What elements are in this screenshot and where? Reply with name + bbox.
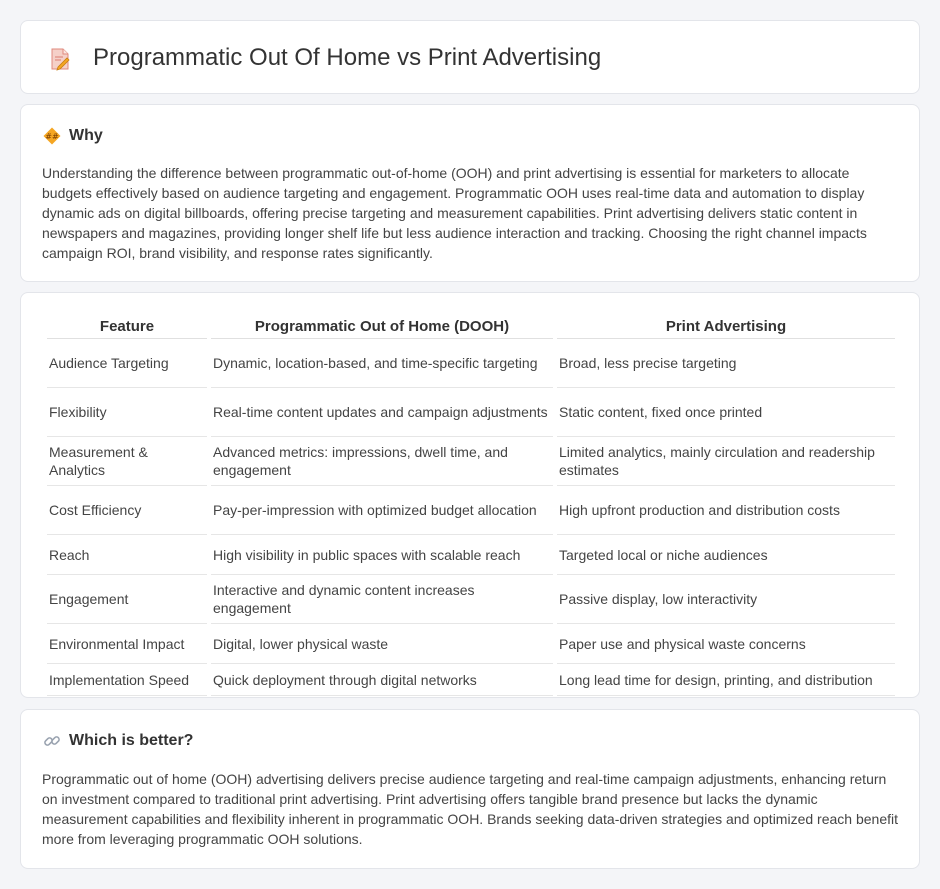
table-row [47, 664, 895, 696]
table-cell: Reach [47, 535, 207, 575]
better-title: Which is better? [69, 732, 194, 749]
table-cell: Pay-per-impression with optimized budget allocation [211, 486, 553, 535]
column-header: Programmatic Out of Home (DOOH) [211, 315, 553, 339]
page-title: Programmatic Out Of Home vs Print Advertising [93, 44, 602, 71]
table-cell: Limited analytics, mainly circulation and readership estimates [557, 437, 895, 486]
which-is-better-section [20, 709, 920, 869]
table-header-row [47, 315, 895, 339]
diamond-badge-icon [43, 127, 61, 145]
table-row [47, 535, 895, 575]
table-row [47, 486, 895, 535]
table-cell: Implementation Speed [47, 664, 207, 696]
table-cell: Dynamic, location-based, and time-specific targeting [211, 339, 553, 388]
table-cell: Engagement [47, 575, 207, 624]
why-heading [43, 127, 103, 145]
table-cell: High visibility in public spaces with scalable reach [211, 535, 553, 575]
table-cell: Digital, lower physical waste [211, 624, 553, 664]
table-cell: Paper use and physical waste concerns [557, 624, 895, 664]
why-section [20, 104, 920, 282]
better-heading [43, 732, 193, 750]
table-cell: Real-time content updates and campaign adjustments [211, 388, 553, 437]
table-cell: Environmental Impact [47, 624, 207, 664]
comparison-table-card [20, 292, 920, 698]
table-cell: Measurement & Analytics [47, 437, 207, 486]
better-body: Programmatic out of home (OOH) advertising delivers precise audience targeting and real-time campaign adjustments, enhancing return on investment compared to traditional print advertising. Print advertising offers tangible brand presence but lacks the dynamic measurement capabilities and flexibility inherent in programmatic OOH. Brands seeking data-driven strategies and optimized reach benefit more from leveraging programmatic OOH solutions. [42, 771, 898, 847]
table-cell: Audience Targeting [47, 339, 207, 388]
table-cell: Static content, fixed once printed [557, 388, 895, 437]
table-cell: Passive display, low interactivity [557, 575, 895, 624]
table-cell: Flexibility [47, 388, 207, 437]
link-icon [43, 732, 61, 750]
table-cell: Advanced metrics: impressions, dwell time, and engagement [211, 437, 553, 486]
table-cell: Long lead time for design, printing, and distribution [557, 664, 895, 696]
comparison-table [43, 315, 899, 696]
table-cell: Cost Efficiency [47, 486, 207, 535]
document-pencil-icon [49, 47, 71, 71]
table-cell: Targeted local or niche audiences [557, 535, 895, 575]
table-cell: Interactive and dynamic content increases engagement [211, 575, 553, 624]
table-row [47, 388, 895, 437]
table-cell: Quick deployment through digital networks [211, 664, 553, 696]
header-card [20, 20, 920, 94]
table-row [47, 339, 895, 388]
column-header: Print Advertising [557, 315, 895, 339]
table-row [47, 575, 895, 624]
svg-text:##: ## [45, 132, 59, 141]
table-cell: High upfront production and distribution costs [557, 486, 895, 535]
table-row [47, 624, 895, 664]
table-row [47, 437, 895, 486]
why-body: Understanding the difference between programmatic out-of-home (OOH) and print advertising is essential for marketers to allocate budgets effectively based on audience targeting and engagement. Programmatic OOH uses real-time data and automation to display dynamic ads on digital billboards, offering precise targeting and measurement capabilities. Print advertising delivers static content in newspapers and magazines, providing longer shelf life but less audience interaction and tracking. Choosing the right channel impacts campaign ROI, brand visibility, and response rates significantly. [42, 165, 867, 261]
table-cell: Broad, less precise targeting [557, 339, 895, 388]
why-title: Why [69, 127, 103, 144]
column-header: Feature [47, 315, 207, 339]
